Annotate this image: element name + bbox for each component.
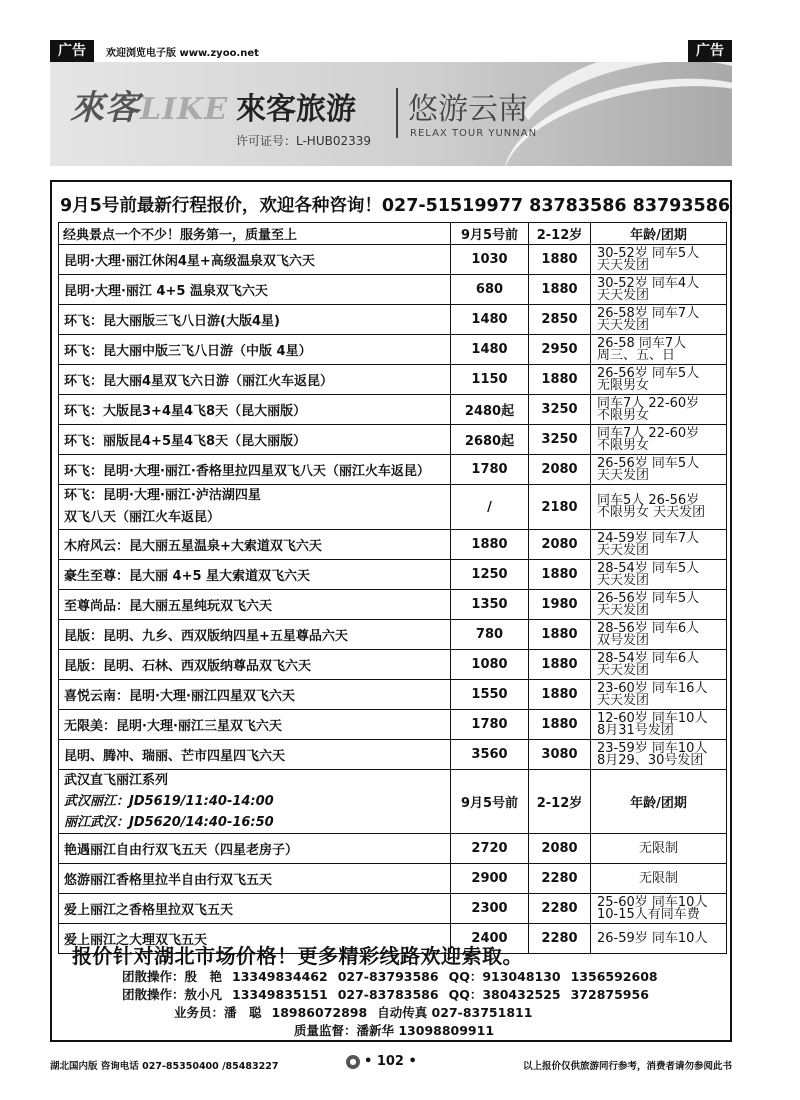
flight-return: 丽江武汉：JD5620/14:40-16:50 bbox=[64, 815, 274, 830]
note-cell: 同车5人 26-56岁 不限男女 天天发团 bbox=[591, 485, 727, 530]
table-row bbox=[59, 650, 727, 680]
price-child-cell: 1880 bbox=[529, 650, 591, 680]
price-adult-cell: 3560 bbox=[451, 740, 529, 770]
route-cell: 爱上丽江之大理双飞五天 bbox=[59, 924, 451, 954]
route-cell: 昆版：昆明、石林、西双版纳尊品双飞六天 bbox=[59, 650, 451, 680]
note-cell: 26-56岁 同车5人 天天发团 bbox=[591, 590, 727, 620]
contact-name: 业务员：潘 聪 bbox=[174, 1005, 262, 1020]
table-row bbox=[59, 395, 727, 425]
price-adult-cell: 1880 bbox=[451, 530, 529, 560]
route-cell: 至尊尚品：昆大丽五星纯玩双飞六天 bbox=[59, 590, 451, 620]
decorative-swoosh bbox=[500, 62, 732, 166]
price-child-cell: 2280 bbox=[529, 894, 591, 924]
table-row bbox=[59, 834, 727, 864]
table-row bbox=[59, 425, 727, 455]
price-child-cell: 1880 bbox=[529, 560, 591, 590]
note-cell: 26-56岁 同车5人 天天发团 bbox=[591, 455, 727, 485]
price-adult-cell: 2720 bbox=[451, 834, 529, 864]
route-cell: 环飞：昆明·大理·丽江·香格里拉四星双飞八天（丽江火车返昆） bbox=[59, 455, 451, 485]
table-row bbox=[59, 275, 727, 305]
table-row bbox=[59, 590, 727, 620]
price-child-cell: 1880 bbox=[529, 620, 591, 650]
note-cell: 12-60岁 同车10人 8月31号发团 bbox=[591, 710, 727, 740]
price-child-cell: 3250 bbox=[529, 395, 591, 425]
contact-qq: 372875956 bbox=[570, 987, 649, 1002]
table-row bbox=[59, 455, 727, 485]
ad-label-right: 广告 bbox=[688, 40, 732, 62]
table-row bbox=[59, 740, 727, 770]
relax-logo-cn: 悠游云南 bbox=[408, 92, 528, 127]
page-number-text: • 102 • bbox=[364, 1054, 417, 1069]
header-note: 年龄/团期 bbox=[591, 223, 727, 245]
price-adult-cell: 1030 bbox=[451, 245, 529, 275]
price-adult-cell: 2300 bbox=[451, 894, 529, 924]
route-cell: 无限美：昆明·大理·丽江三星双飞六天 bbox=[59, 710, 451, 740]
note-cell: 26-56岁 同车5人 无限男女 bbox=[591, 365, 727, 395]
price-adult-cell: 1480 bbox=[451, 305, 529, 335]
note-cell: 无限制 bbox=[591, 834, 727, 864]
note-cell: 无限制 bbox=[591, 864, 727, 894]
contact-qq: QQ：913048130 bbox=[448, 969, 561, 984]
note-cell: 28-56岁 同车6人 双号发团 bbox=[591, 620, 727, 650]
contact-line bbox=[122, 1022, 668, 1040]
price-child-cell: 2280 bbox=[529, 864, 591, 894]
quality-supervisor: 质量监督：潘新华 13098809911 bbox=[294, 1023, 495, 1038]
website-note: 欢迎浏览电子版 www.zyoo.net bbox=[106, 48, 259, 59]
price-child-cell: 1980 bbox=[529, 590, 591, 620]
price-adult-cell: 2480起 bbox=[451, 395, 529, 425]
note-cell: 同车7人 22-60岁 不限男女 bbox=[591, 425, 727, 455]
page-footer bbox=[50, 1054, 732, 1072]
price-adult-cell: 1480 bbox=[451, 335, 529, 365]
contact-block bbox=[122, 968, 668, 1040]
header-route: 经典景点一个不少！服务第一，质量至上 bbox=[59, 223, 451, 245]
route-cell: 喜悦云南：昆明·大理·丽江四星双飞六天 bbox=[59, 680, 451, 710]
note-cell: 23-59岁 同车10人 8月29、30号发团 bbox=[591, 740, 727, 770]
price-child-cell: 2950 bbox=[529, 335, 591, 365]
price-adult-cell: 2680起 bbox=[451, 425, 529, 455]
table-row bbox=[59, 864, 727, 894]
route-cell: 环飞：昆大丽4星双飞六日游（丽江火车返昆） bbox=[59, 365, 451, 395]
note-cell: 28-54岁 同车6人 天天发团 bbox=[591, 650, 727, 680]
price-adult-cell: 1550 bbox=[451, 680, 529, 710]
note-cell: 25-60岁 同车10人 10-15人有同车费 bbox=[591, 894, 727, 924]
ad-label-left: 广告 bbox=[50, 40, 94, 62]
route-cell: 环飞：昆明·大理·丽江·泸沽湖四星 双飞八天（丽江火车返昆） bbox=[59, 485, 451, 530]
route-cell: 环飞：昆大丽中版三飞八日游（中版 4星） bbox=[59, 335, 451, 365]
contact-phone: 18986072898 bbox=[271, 1005, 368, 1020]
divider bbox=[396, 88, 398, 138]
note-cell: 同车7人 22-60岁 不限男女 bbox=[591, 395, 727, 425]
route-cell: 豪生至尊：昆大丽 4+5 星大索道双飞六天 bbox=[59, 560, 451, 590]
price-child-cell: 2280 bbox=[529, 924, 591, 954]
logo-en: LIKE bbox=[140, 92, 229, 127]
slogan: 报价针对湖北市场价格！更多精彩线路欢迎索取。 bbox=[72, 944, 523, 968]
table-row bbox=[59, 305, 727, 335]
footer-right: 以上报价仅供旅游同行参考，消费者请勿参阅此书 bbox=[522, 1061, 732, 1072]
note-cell: 24-59岁 同车7人 天天发团 bbox=[591, 530, 727, 560]
route-cell: 艳遇丽江自由行双飞五天（四星老房子） bbox=[59, 834, 451, 864]
header-price-child: 2-12岁 bbox=[529, 223, 591, 245]
price-child-cell: 2180 bbox=[529, 485, 591, 530]
route-cell: 环飞：昆大丽版三飞八日游(大版4星) bbox=[59, 305, 451, 335]
contact-line bbox=[122, 968, 668, 986]
price-adult-cell: 780 bbox=[451, 620, 529, 650]
brand-banner bbox=[50, 62, 732, 166]
note-cell: 23-60岁 同车16人 天天发团 bbox=[591, 680, 727, 710]
table-row bbox=[59, 485, 727, 530]
route-cell: 昆版：昆明、九乡、西双版纳四星+五星尊品六天 bbox=[59, 620, 451, 650]
route-cell: 昆明、腾冲、瑞丽、芒市四星四飞六天 bbox=[59, 740, 451, 770]
table-row bbox=[59, 365, 727, 395]
table-row bbox=[59, 710, 727, 740]
page-badge-icon: ● bbox=[346, 1055, 360, 1069]
price-child-cell: 1880 bbox=[529, 245, 591, 275]
price-adult-cell: 2400 bbox=[451, 924, 529, 954]
route-cell: 悠游丽江香格里拉半自由行双飞五天 bbox=[59, 864, 451, 894]
table-row bbox=[59, 560, 727, 590]
table-row bbox=[59, 530, 727, 560]
contact-qq: 1356592608 bbox=[570, 969, 658, 984]
price-child-cell: 2080 bbox=[529, 530, 591, 560]
series-header-price-adult: 9月5号前 bbox=[451, 770, 529, 834]
contact-name: 团散操作：敖小凡 bbox=[122, 987, 223, 1002]
price-table bbox=[58, 222, 727, 954]
note-cell: 26-58 同车7人 周三、五、日 bbox=[591, 335, 727, 365]
like-logo bbox=[70, 80, 228, 129]
series-info bbox=[59, 770, 451, 834]
table-row bbox=[59, 680, 727, 710]
price-child-cell: 1880 bbox=[529, 710, 591, 740]
contact-name: 团散操作：殷 艳 bbox=[122, 969, 223, 984]
flight-outbound: 武汉丽江：JD5619/11:40-14:00 bbox=[64, 794, 274, 809]
price-child-cell: 1880 bbox=[529, 275, 591, 305]
price-adult-cell: 1780 bbox=[451, 455, 529, 485]
route-cell: 昆明·大理·丽江休闲4星+高级温泉双飞六天 bbox=[59, 245, 451, 275]
contact-line bbox=[122, 1004, 668, 1022]
note-cell: 28-54岁 同车5人 天天发团 bbox=[591, 560, 727, 590]
headline: 9月5号前最新行程报价，欢迎各种咨询！027-51519977 83783586 83793586 bbox=[60, 196, 731, 216]
price-child-cell: 2080 bbox=[529, 455, 591, 485]
note-cell: 26-58岁 同车7人 天天发团 bbox=[591, 305, 727, 335]
route-cell: 木府风云：昆大丽五星温泉+大索道双飞六天 bbox=[59, 530, 451, 560]
logo-cn: 來客 bbox=[70, 88, 140, 128]
top-strip bbox=[50, 40, 732, 62]
route-cell: 爱上丽江之香格里拉双飞五天 bbox=[59, 894, 451, 924]
table-header bbox=[59, 223, 727, 245]
price-adult-cell: 1080 bbox=[451, 650, 529, 680]
price-adult-cell: / bbox=[451, 485, 529, 530]
price-adult-cell: 2900 bbox=[451, 864, 529, 894]
price-child-cell: 2850 bbox=[529, 305, 591, 335]
price-list-panel bbox=[50, 180, 732, 1042]
series-header-row bbox=[59, 770, 727, 834]
table-row bbox=[59, 620, 727, 650]
series-title: 武汉直飞丽江系列 bbox=[64, 773, 169, 788]
page-number bbox=[346, 1054, 417, 1069]
table-row bbox=[59, 335, 727, 365]
contact-qq: QQ：380432525 bbox=[448, 987, 561, 1002]
note-cell: 26-59岁 同车10人 bbox=[591, 924, 727, 954]
series-header-note: 年龄/团期 bbox=[591, 770, 727, 834]
table-row bbox=[59, 894, 727, 924]
price-adult-cell: 1250 bbox=[451, 560, 529, 590]
price-child-cell: 2080 bbox=[529, 834, 591, 864]
relax-logo-en: RELAX TOUR YUNNAN bbox=[410, 128, 538, 139]
route-cell: 环飞：大版昆3+4星4飞8天（昆大丽版） bbox=[59, 395, 451, 425]
price-child-cell: 1880 bbox=[529, 365, 591, 395]
contact-phone: 13349835151 bbox=[232, 987, 328, 1002]
brand-name: 來客旅游 bbox=[236, 92, 356, 127]
price-adult-cell: 1150 bbox=[451, 365, 529, 395]
price-child-cell: 3250 bbox=[529, 425, 591, 455]
series-header-price-child: 2-12岁 bbox=[529, 770, 591, 834]
route-cell: 昆明·大理·丽江 4+5 温泉双飞六天 bbox=[59, 275, 451, 305]
price-adult-cell: 1780 bbox=[451, 710, 529, 740]
price-adult-cell: 1350 bbox=[451, 590, 529, 620]
footer-left: 湖北国内版 咨询电话 027-85350400 /85483227 bbox=[50, 1061, 279, 1072]
price-adult-cell: 680 bbox=[451, 275, 529, 305]
license-number: 许可证号：L-HUB02339 bbox=[236, 134, 372, 148]
price-child-cell: 3080 bbox=[529, 740, 591, 770]
route-cell: 环飞：丽版昆4+5星4飞8天（昆大丽版） bbox=[59, 425, 451, 455]
note-cell: 30-52岁 同车5人 天天发团 bbox=[591, 245, 727, 275]
price-child-cell: 1880 bbox=[529, 680, 591, 710]
contact-line bbox=[122, 986, 668, 1004]
table-row bbox=[59, 245, 727, 275]
note-cell: 30-52岁 同车4人 天天发团 bbox=[591, 275, 727, 305]
contact-phone: 027-83783586 bbox=[337, 987, 439, 1002]
contact-phone: 13349834462 bbox=[232, 969, 328, 984]
contact-fax: 自动传真 027-83751811 bbox=[377, 1005, 533, 1020]
header-price-adult: 9月5号前 bbox=[451, 223, 529, 245]
contact-phone: 027-83793586 bbox=[337, 969, 439, 984]
